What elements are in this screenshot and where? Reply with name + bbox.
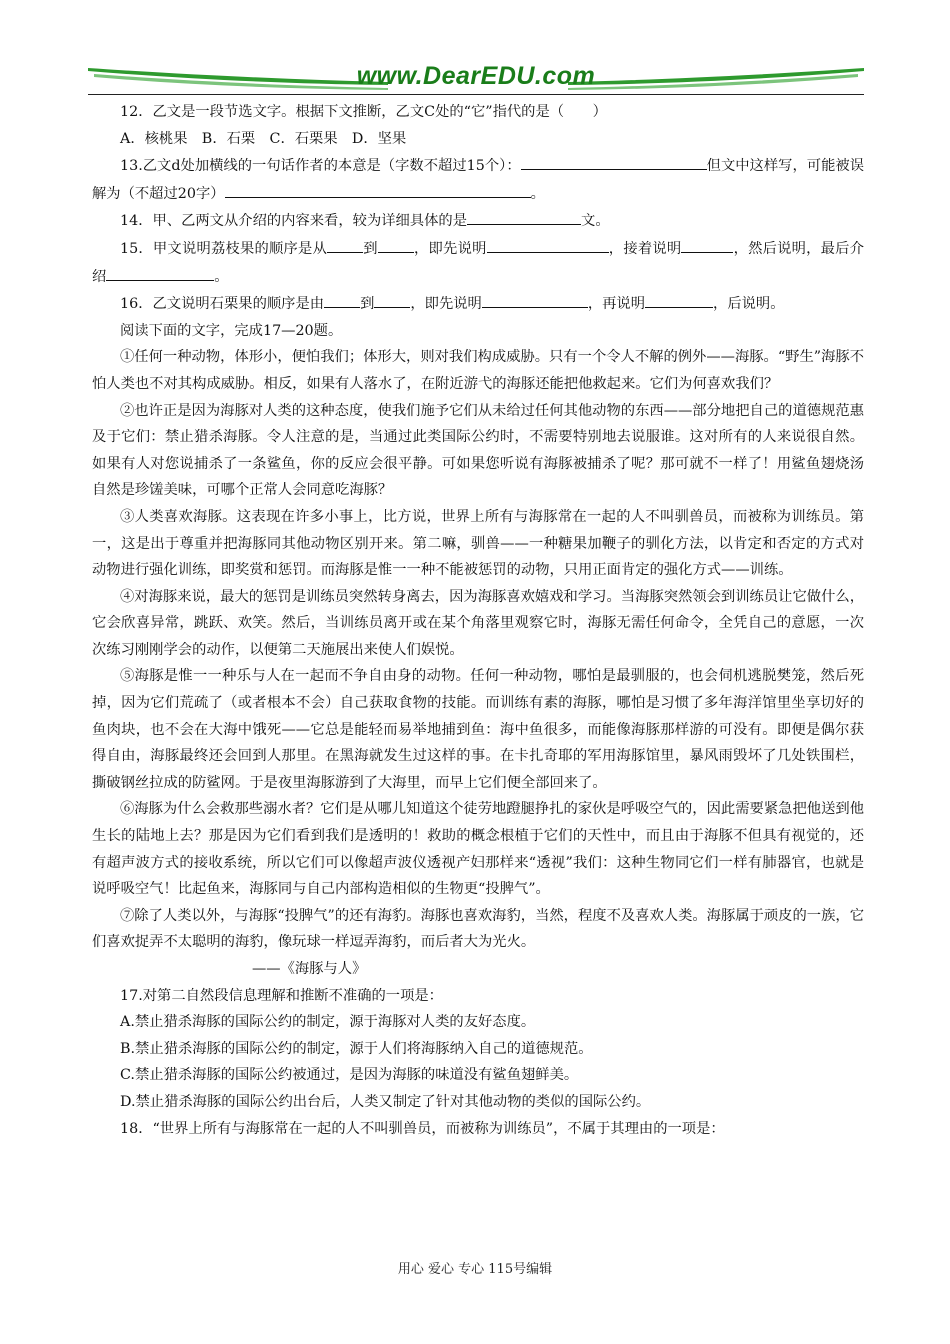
- answer-blank: [327, 235, 363, 253]
- site-logo-text: www.DearEDU.com: [356, 62, 596, 90]
- answer-blank: [467, 207, 581, 225]
- reading-paragraph-1: ①任何一种动物，体形小，便怕我们；体形大，则对我们构成威胁。只有一个令人不解的例外——海豚。“野生”海豚不怕人类也不对其构成威胁。相反，如果有人落水了，在附近游弋的海豚还能把他救起来。它们为何喜欢我们？: [92, 349, 864, 392]
- answer-blank: [482, 290, 588, 308]
- question-17-option-a: A.禁止猎杀海豚的国际公约的制定，源于海豚对人类的友好态度。: [120, 1014, 536, 1031]
- reading-paragraph-3: ③人类喜欢海豚。这表现在许多小事上，比方说，世界上所有与海豚常在一起的人不叫驯兽员，而被称为训练员。第一，这是出于尊重并把海豚同其他动物区别开来。第二嘛，驯兽——一种糖果加鞭子的驯化方法，以肯定和否定的方式对动物进行强化训练，即奖赏和惩罚。而海豚是惟一一种不能被惩罚的动物，只用正面肯定的强化方式——训练。: [92, 508, 864, 579]
- answer-blank: [106, 263, 214, 281]
- question-14: 14．甲、乙两文从介绍的内容来看，较为详细具体的是 文。: [92, 207, 864, 235]
- answer-blank: [487, 235, 609, 253]
- answer-blank: [378, 235, 414, 253]
- reading-paragraph-2: ②也许正是因为海豚对人类的这种态度，使我们施予它们从未给过任何其他动物的东西——部分地把自己的道德规范惠及于它们：禁止猎杀海豚。令人注意的是，当通过此类国际公约时，不需要特别地去说服谁。这对所有的人来说很自然。如果有人对您说捕杀了一条鲨鱼，你的反应会很平静。可如果您听说有海豚被捕杀了呢？那可就不一样了！用鲨鱼翅烧汤自然是珍馐美味，可哪个正常人会同意吃海豚？: [92, 402, 864, 499]
- answer-blank: [645, 290, 713, 308]
- question-15: 15．甲文说明荔枝果的顺序是从 到 ，即先说明 ，接着说明 ，然后说明，最后介绍 。: [92, 235, 864, 290]
- reading-source: ——《海豚与人》: [252, 961, 367, 977]
- question-17-option-c: C.禁止猎杀海豚的国际公约被通过，是因为海豚的味道没有鲨鱼翅鲜美。: [120, 1067, 579, 1084]
- page-footer: 用心 爱心 专心 115号编辑: [397, 1262, 553, 1277]
- page-content: [92, 99, 864, 1142]
- question-12: 12．乙文是一段节选文字。根据下文推断，乙文C处的“它”指代的是（ ）: [120, 104, 607, 120]
- question-17: 17.对第二自然段信息理解和推断不准确的一项是：: [120, 987, 443, 1004]
- reading-paragraph-6: ⑥海豚为什么会救那些溺水者？它们是从哪儿知道这个徒劳地蹬腿挣扎的家伙是呼吸空气的，因此需要紧急把他送到他生长的陆地上去？那是因为它们看到我们是透明的！救助的概念根植于它们的天性中，而且由于海豚不但具有视觉的，还有超声波方式的接收系统，所以它们可以像超声波仪透视产妇那样来“透视”我们：这种生物同它们一样有肺器官，也就是说呼吸空气！比起鱼来，海豚同与自己内部构造相似的生物更“投脾气”。: [92, 801, 864, 898]
- question-18: 18．“世界上所有与海豚常在一起的人不叫驯兽员，而被称为训练员”，不属于其理由的一项是：: [120, 1120, 725, 1137]
- question-13: 13.乙文d处加横线的一句话作者的本意是（字数不超过15个）： 但文中这样写，可能被误解为（不超过20字） 。: [92, 152, 864, 207]
- header-divider: [88, 94, 864, 95]
- reading-paragraph-5: ⑤海豚是惟一一种乐与人在一起而不争自由身的动物。任何一种动物，哪怕是最驯服的，也会伺机逃脱樊笼，然后死掉，因为它们荒疏了（或者根本不会）自己获取食物的技能。而训练有素的海豚，哪怕是习惯了多年海洋馆里坐享切好的鱼肉块，也不会在大海中饿死——它总是能轻而易举地捕到鱼：海中鱼很多，而能像海豚那样游的可没有。即便是偶尔获得自由，海豚最终还会回到人那里。在黑海就发生过这样的事。在卡扎奇耶的军用海豚馆里，暴风雨毁坏了几处铁围栏，撕破钢丝拉成的防鲨网。于是夜里海豚游到了大海里，而早上它们便全部回来了。: [92, 668, 864, 791]
- reading-paragraph-4: ④对海豚来说，最大的惩罚是训练员突然转身离去，因为海豚喜欢嬉戏和学习。当海豚突然领会到训练员让它做什么，它会欣喜异常，跳跃、欢笑。然后，当训练员离开或在某个角落里观察它时，海豚无需任何命令，全凭自己的意愿，一次次练习刚刚学会的动作，以便第二天施展出来使人们娱悦。: [92, 588, 864, 658]
- question-17-option-b: B.禁止猎杀海豚的国际公约的制定，源于人们将海豚纳入自己的道德规范。: [120, 1040, 593, 1057]
- answer-blank: [374, 290, 410, 308]
- answer-blank: [521, 152, 707, 170]
- site-header-banner: [88, 52, 864, 96]
- reading-paragraph-7: ⑦除了人类以外，与海豚“投脾气”的还有海豹。海豚也喜欢海豹，当然，程度不及喜欢人类。海豚属于顽皮的一族，它们喜欢捉弄不太聪明的海豹，像玩球一样逗弄海豹，而后者大为光火。: [92, 907, 864, 951]
- answer-blank: [225, 180, 531, 198]
- question-12-options: A．核桃果 B．石栗 C．石栗果 D．坚果: [120, 130, 407, 147]
- question-17-option-d: D.禁止猎杀海豚的国际公约出台后，人类又制定了针对其他动物的类似的国际公约。: [120, 1093, 651, 1110]
- question-16: 16．乙文说明石栗果的顺序是由 到 ，即先说明 ，再说明 ，后说明。: [92, 290, 864, 318]
- reading-instructions: 阅读下面的文字，完成17—20题。: [120, 322, 343, 339]
- answer-blank: [324, 290, 360, 308]
- answer-blank: [681, 235, 733, 253]
